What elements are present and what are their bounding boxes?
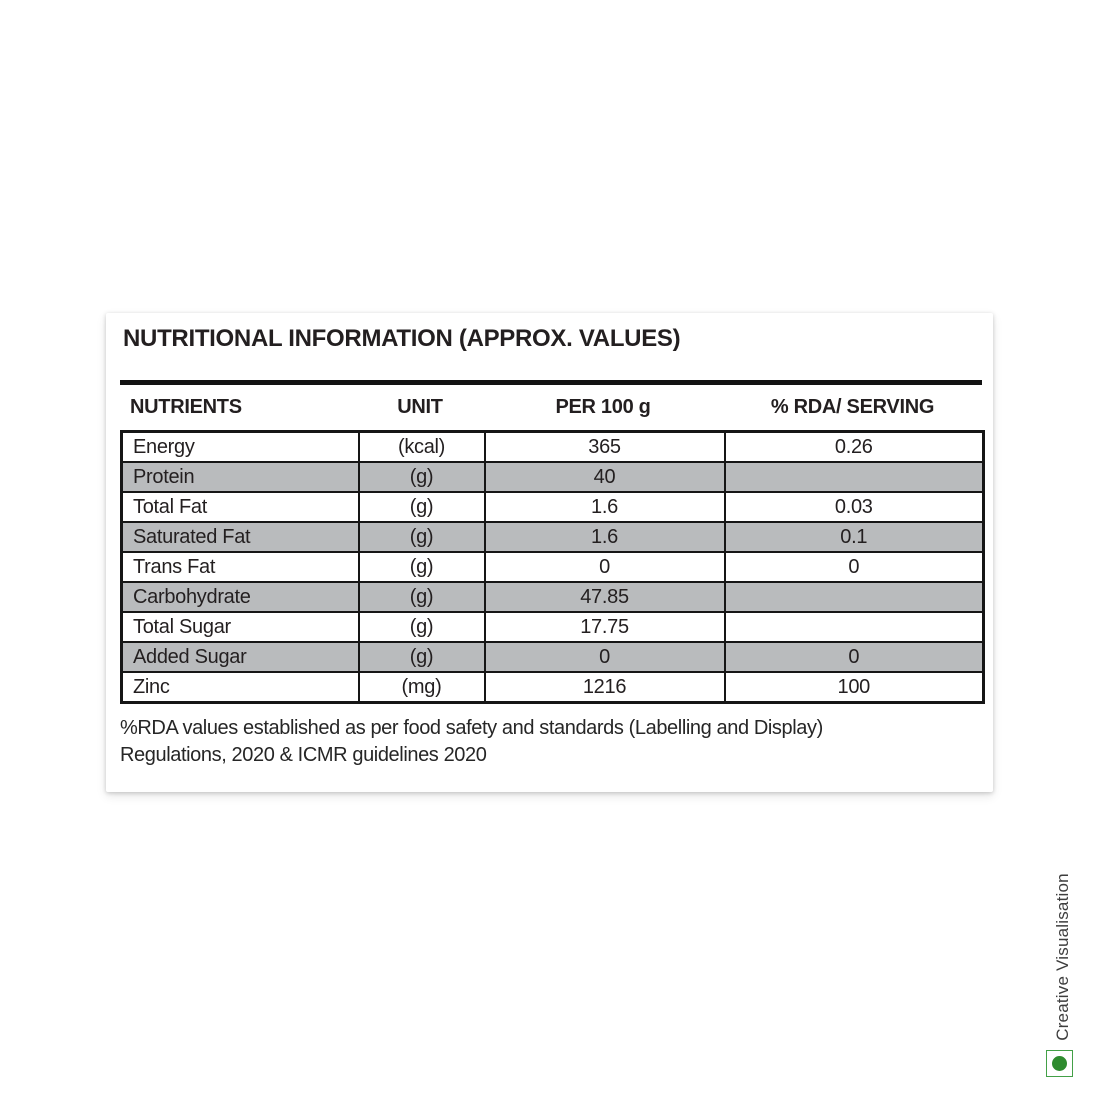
unit-cell: (g): [359, 492, 485, 522]
per-100g-cell: 1.6: [485, 492, 725, 522]
rda-serving-cell: [725, 462, 984, 492]
nutrient-cell: Zinc: [122, 672, 359, 703]
table-row: [122, 582, 984, 612]
vegetarian-mark-icon: [1046, 1050, 1073, 1077]
rda-serving-cell: 0.26: [725, 432, 984, 463]
column-header-rda-serving: % RDA/ SERVING: [770, 396, 935, 418]
rda-footnote-line1: %RDA values established as per food safety and standards (Labelling and Display): [120, 717, 823, 739]
nutrient-cell: Added Sugar: [122, 642, 359, 672]
rda-serving-cell: [725, 582, 984, 612]
per-100g-cell: 47.85: [485, 582, 725, 612]
watermark-text: Creative Visualisation: [1053, 873, 1072, 1041]
unit-cell: (g): [359, 612, 485, 642]
rda-serving-cell: [725, 612, 984, 642]
nutrient-cell: Trans Fat: [122, 552, 359, 582]
unit-cell: (kcal): [359, 432, 485, 463]
table-row: [122, 432, 984, 463]
column-header-unit: UNIT: [397, 396, 443, 418]
unit-cell: (g): [359, 462, 485, 492]
table-row: [122, 612, 984, 642]
rda-serving-cell: 0.03: [725, 492, 984, 522]
nutrient-cell: Carbohydrate: [122, 582, 359, 612]
nutrition-label-card: [106, 313, 993, 792]
nutrition-table: [120, 430, 985, 704]
nutrition-title: NUTRITIONAL INFORMATION (APPROX. VALUES): [123, 325, 681, 352]
per-100g-cell: 365: [485, 432, 725, 463]
column-header-per-100g: PER 100 g: [555, 396, 651, 418]
table-row: [122, 522, 984, 552]
nutrient-cell: Energy: [122, 432, 359, 463]
unit-cell: (g): [359, 642, 485, 672]
nutrient-cell: Protein: [122, 462, 359, 492]
rda-footnote-line2: Regulations, 2020 & ICMR guidelines 2020: [120, 744, 487, 766]
nutrient-cell: Total Sugar: [122, 612, 359, 642]
rda-serving-cell: 100: [725, 672, 984, 703]
table-row: [122, 462, 984, 492]
table-row: [122, 492, 984, 522]
per-100g-cell: 0: [485, 642, 725, 672]
unit-cell: (g): [359, 522, 485, 552]
per-100g-cell: 1.6: [485, 522, 725, 552]
nutrition-table-body: [122, 432, 984, 703]
rda-footnote: [120, 715, 993, 769]
table-row: [122, 672, 984, 703]
rda-serving-cell: 0.1: [725, 522, 984, 552]
unit-cell: (mg): [359, 672, 485, 703]
column-header-nutrients: NUTRIENTS: [130, 396, 242, 418]
nutrient-cell: Total Fat: [122, 492, 359, 522]
table-row: [122, 552, 984, 582]
table-header-row: [120, 385, 982, 430]
veg-green-dot-icon: [1052, 1056, 1067, 1071]
rda-serving-cell: 0: [725, 642, 984, 672]
rda-serving-cell: 0: [725, 552, 984, 582]
per-100g-cell: 1216: [485, 672, 725, 703]
per-100g-cell: 0: [485, 552, 725, 582]
per-100g-cell: 40: [485, 462, 725, 492]
per-100g-cell: 17.75: [485, 612, 725, 642]
unit-cell: (g): [359, 552, 485, 582]
nutrient-cell: Saturated Fat: [122, 522, 359, 552]
table-row: [122, 642, 984, 672]
unit-cell: (g): [359, 582, 485, 612]
